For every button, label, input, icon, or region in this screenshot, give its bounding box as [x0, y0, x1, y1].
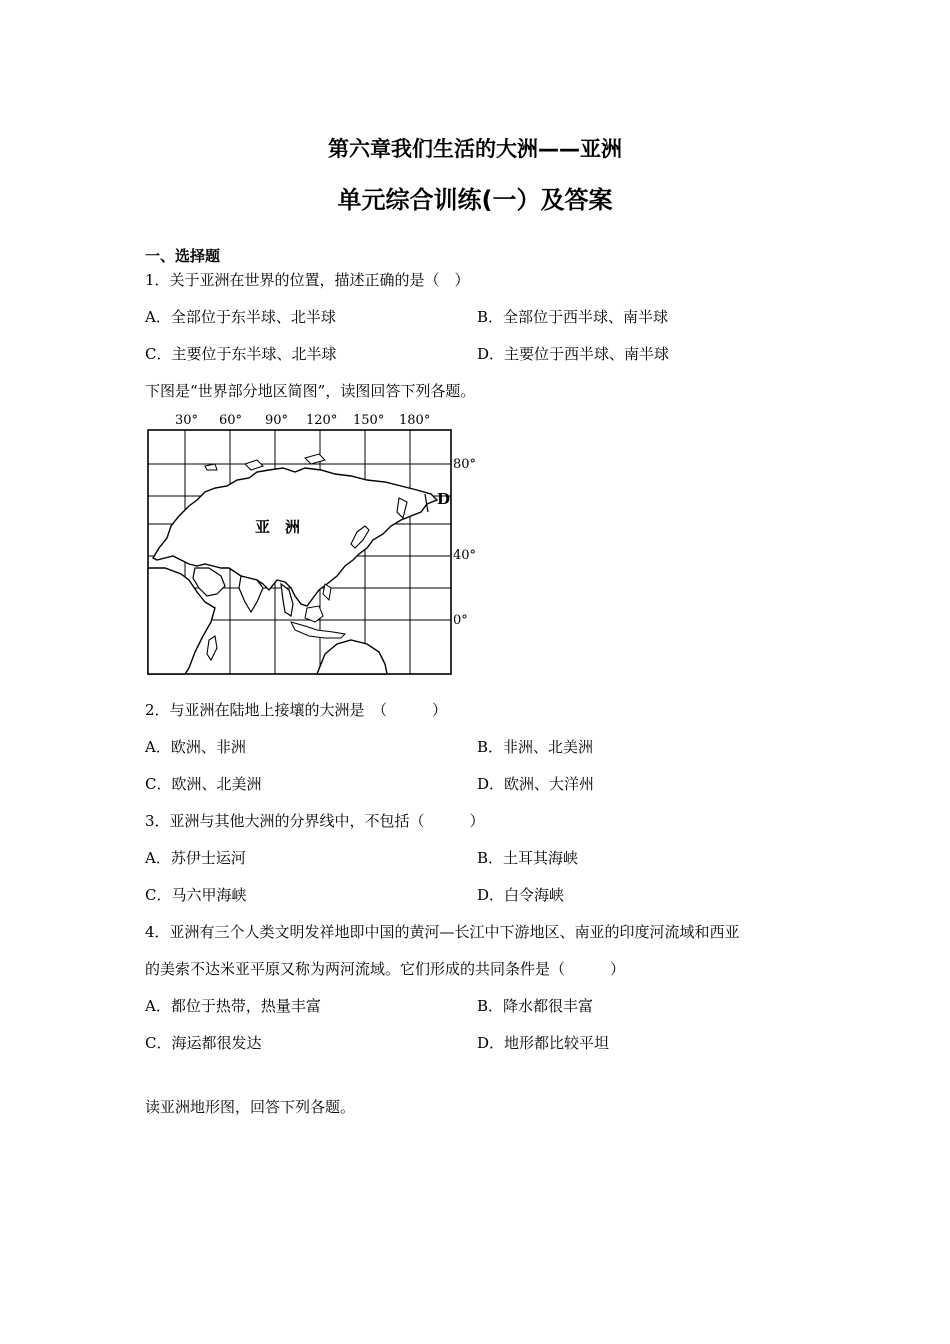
question-2-stem: 2．与亚洲在陆地上接壤的大洲是 （ ）	[145, 701, 448, 719]
lon-label-150: 150°	[353, 413, 385, 428]
question-1-stem: 1．关于亚洲在世界的位置，描述正确的是（ ）	[145, 271, 470, 289]
lat-label-80: 80°	[453, 457, 477, 472]
question-3-option-d: D．白令海峡	[477, 886, 565, 904]
terrain-intro-text: 读亚洲地形图，回答下列各题。	[145, 1098, 356, 1116]
question-4-stem-line2: 的美索不达米亚平原又称为两河流域。它们形成的共同条件是（ ）	[145, 960, 626, 978]
madagascar-island	[207, 636, 217, 660]
question-4-option-d: D．地形都比较平坦	[477, 1034, 610, 1052]
question-2-option-b: B．非洲、北美洲	[477, 738, 594, 756]
lon-label-30: 30°	[175, 413, 199, 428]
australia-landmass	[317, 640, 387, 674]
question-3-option-b: B．土耳其海峡	[477, 849, 579, 867]
point-d-label: D	[437, 490, 451, 508]
lat-label-0: 0°	[453, 613, 468, 628]
section-heading: 一、选择题	[145, 247, 221, 265]
question-3-stem: 3．亚洲与其他大洲的分界线中，不包括（ ）	[145, 812, 485, 830]
question-1-option-a: A．全部位于东半球、北半球	[145, 308, 336, 326]
eurasia-landmass	[153, 468, 437, 606]
question-2-option-a: A．欧洲、非洲	[145, 738, 246, 756]
lon-label-120: 120°	[306, 413, 338, 428]
question-4-option-a: A．都位于热带，热量丰富	[145, 997, 321, 1015]
question-1-option-d: D．主要位于西半球、南半球	[477, 345, 670, 363]
map-intro-text: 下图是“世界部分地区简图”，读图回答下列各题。	[145, 382, 476, 400]
page-subtitle: 单元综合训练(一）及答案	[337, 186, 613, 214]
lat-label-40: 40°	[453, 548, 477, 563]
arabian-peninsula	[193, 568, 225, 596]
indonesia-islands	[291, 622, 345, 638]
question-4-option-c: C．海运都很发达	[145, 1034, 262, 1052]
world-region-map	[145, 408, 485, 678]
question-3-option-c: C．马六甲海峡	[145, 886, 247, 904]
lon-label-90: 90°	[265, 413, 289, 428]
asia-label: 亚 洲	[255, 518, 301, 536]
page-title: 第六章我们生活的大洲——亚洲	[328, 137, 622, 161]
question-4-option-b: B．降水都很丰富	[477, 997, 594, 1015]
question-2-option-c: C．欧洲、北美洲	[145, 775, 262, 793]
philippine-islands	[323, 584, 331, 600]
lon-label-60: 60°	[219, 413, 243, 428]
question-2-option-d: D．欧洲、大洋州	[477, 775, 595, 793]
question-1-option-c: C．主要位于东半球、北半球	[145, 345, 337, 363]
question-4-stem-line1: 4．亚洲有三个人类文明发祥地即中国的黄河—长江中下游地区、南亚的印度河流域和西亚	[145, 923, 740, 941]
question-3-option-a: A．苏伊士运河	[145, 849, 246, 867]
question-1-option-b: B．全部位于西半球、南半球	[477, 308, 669, 326]
lon-label-180: 180°	[399, 413, 431, 428]
